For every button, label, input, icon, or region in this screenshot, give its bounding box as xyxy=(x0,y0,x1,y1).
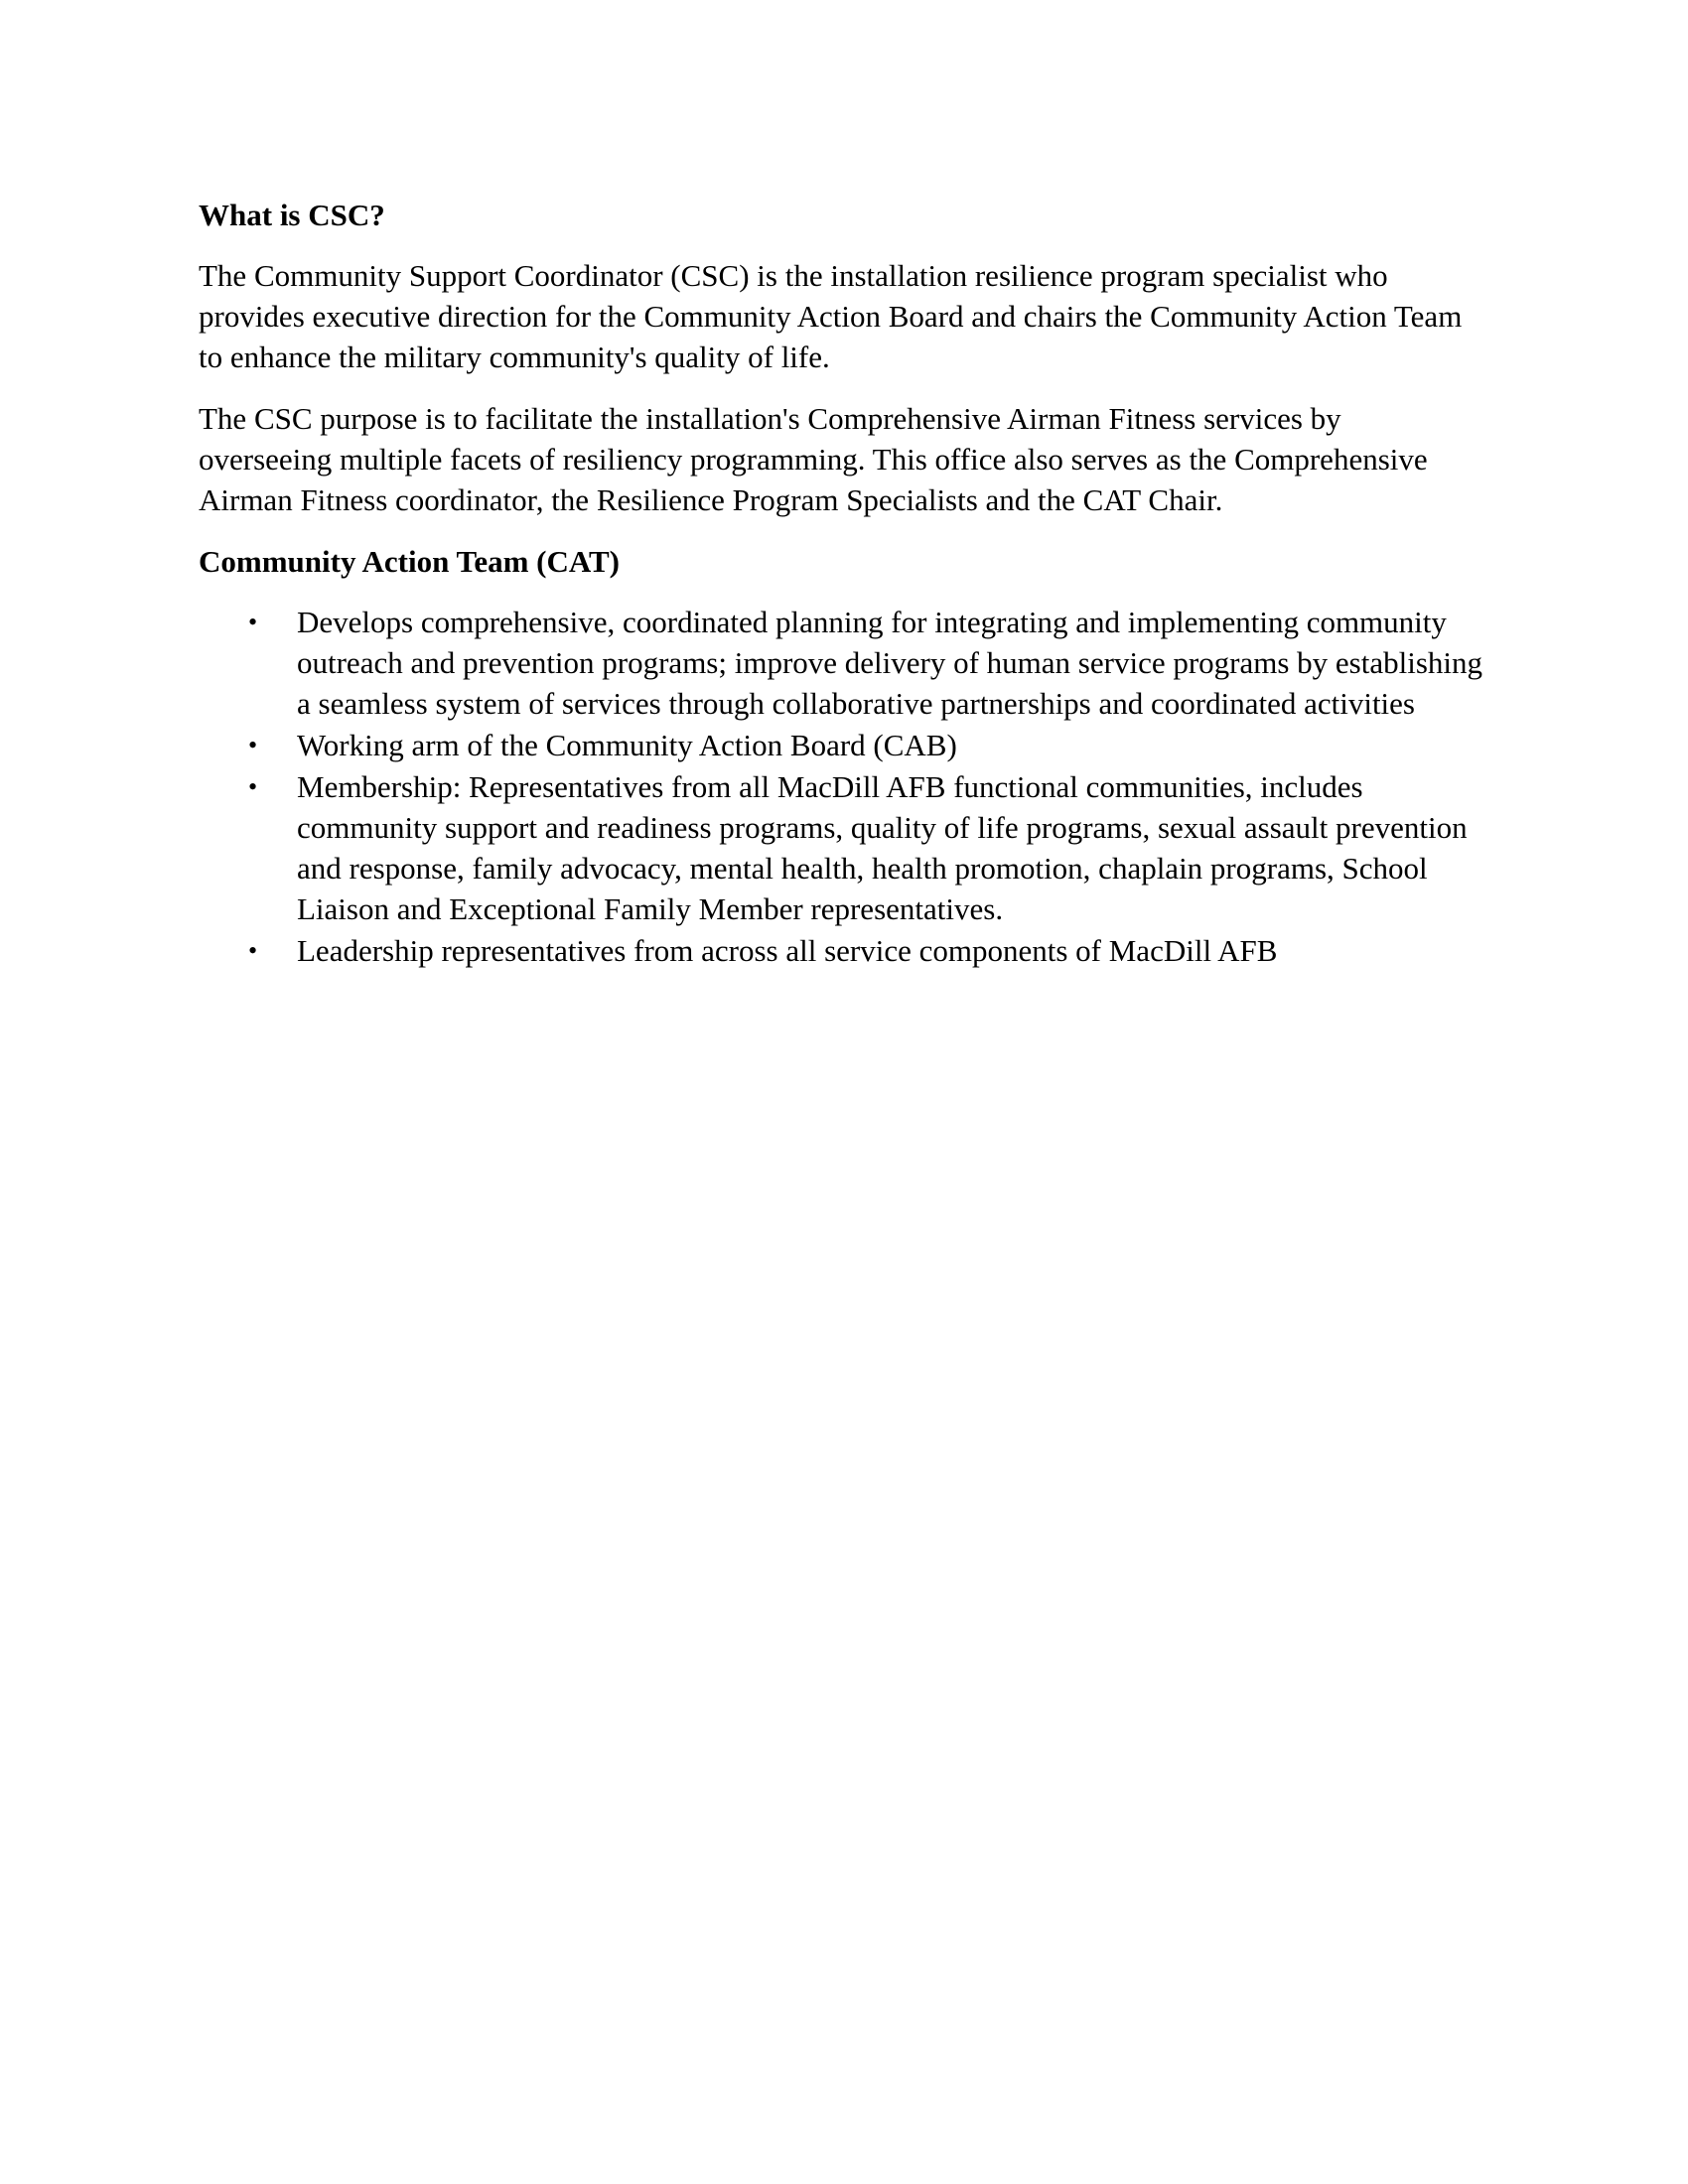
bullet-icon: • xyxy=(248,608,258,636)
bullet-icon: • xyxy=(248,731,258,759)
list-item-text: Develops comprehensive, coordinated planning for integrating and implementing community outreach and prevention programs; improve delivery of human service programs by establishing a seamless system of services through collaborative partnerships and coordinated activities xyxy=(297,605,1483,721)
list-item-text: Leadership representatives from across all service components of MacDill AFB xyxy=(297,933,1278,968)
list-item xyxy=(199,766,1489,929)
list-item-text: Working arm of the Community Action Board (CAB) xyxy=(297,728,957,762)
section-heading-cat: Community Action Team (CAT) xyxy=(199,544,620,579)
cat-bullet-list xyxy=(199,602,1489,971)
section-heading-what-is-csc: What is CSC? xyxy=(199,198,385,232)
document-page xyxy=(199,195,1489,972)
bullet-icon: • xyxy=(248,936,258,965)
paragraph-csc-purpose: The CSC purpose is to facilitate the installation's Comprehensive Airman Fitness services by overseeing multiple facets of resiliency programming. This office also serves as the Comprehensive Airman Fitness coordinator, the Resilience Program Specialists and the CAT Chair. xyxy=(199,401,1428,517)
paragraph-csc-definition: The Community Support Coordinator (CSC) is the installation resilience program specialist who provides executive direction for the Community Action Board and chairs the Community Action Team to enhance the military community's quality of life. xyxy=(199,258,1463,374)
list-item xyxy=(199,930,1489,971)
list-item-text: Membership: Representatives from all MacDill AFB functional communities, includes community support and readiness programs, quality of life programs, sexual assault prevention and response, family advocacy, mental health, health promotion, chaplain programs, School Liaison and Exceptional Family Member representatives. xyxy=(297,769,1468,926)
bullet-icon: • xyxy=(248,772,258,801)
list-item xyxy=(199,602,1489,724)
list-item xyxy=(199,725,1489,765)
